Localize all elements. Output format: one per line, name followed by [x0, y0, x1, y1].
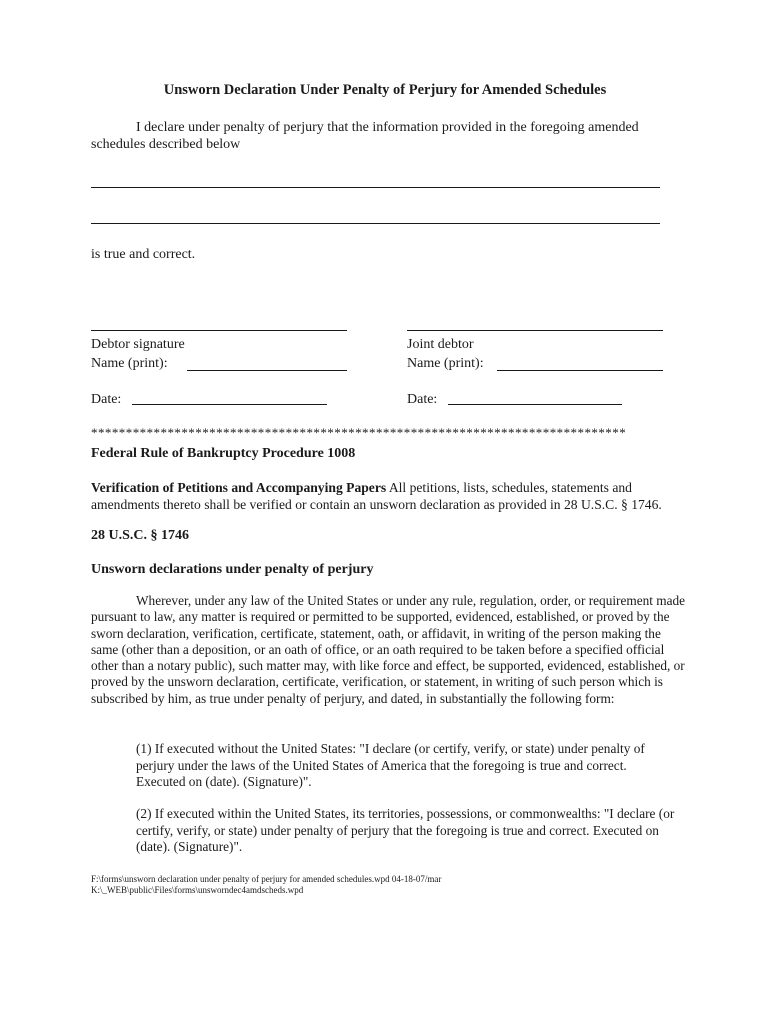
footer-path-1: F:\forms\unsworn declaration under penalty of perjury for amended schedules.wpd 04-18-07/mar — [91, 874, 442, 884]
debtor-date-line[interactable] — [132, 404, 327, 405]
schedule-description-line-1[interactable] — [91, 187, 660, 188]
debtor-name-label: Name (print): — [91, 356, 168, 371]
joint-name-label: Name (print): — [407, 356, 484, 371]
separator-asterisks: ***************************************************************************** — [91, 425, 627, 440]
item-1-paragraph: (1) If executed without the United States: "I declare (or certify, verify, or state) under penalty of perjury under the laws of the United States of America that the foregoing is true and correct. Executed on (date). (Signature)". — [136, 741, 645, 789]
joint-debtor-signature-line[interactable] — [407, 330, 663, 331]
unsworn-heading: Unsworn declarations under penalty of perjury — [91, 562, 374, 577]
joint-name-line[interactable] — [497, 370, 663, 371]
debtor-name-line[interactable] — [187, 370, 347, 371]
debtor-signature-line[interactable] — [91, 330, 347, 331]
true-correct-text: is true and correct. — [91, 247, 196, 262]
footer-path-2: K:\_WEB\public\Files\forms\unsworndec4amdscheds.wpd — [91, 885, 304, 895]
debtor-signature-label: Debtor signature — [91, 337, 185, 352]
schedule-description-line-2[interactable] — [91, 223, 660, 224]
document-title: Unsworn Declaration Under Penalty of Perjury for Amended Schedules — [163, 82, 607, 98]
verification-heading: Verification of Petitions and Accompanying Papers — [91, 480, 387, 495]
usc-heading: 28 U.S.C. § 1746 — [91, 528, 190, 543]
item-2-paragraph: (2) If executed within the United States, its territories, possessions, or commonwealths: "I declare (or certify, verify, or state) under penalty of perjury that the foregoing is true and correct. Executed on (date). (Signature)". — [136, 806, 675, 854]
verification-paragraph — [91, 479, 691, 513]
joint-date-line[interactable] — [448, 404, 622, 405]
debtor-date-label: Date: — [91, 392, 122, 407]
joint-date-label: Date: — [407, 392, 438, 407]
rule-heading: Federal Rule of Bankruptcy Procedure 1008 — [91, 446, 356, 461]
wherever-paragraph: Wherever, under any law of the United States or under any rule, regulation, order, or requirement made pursuant to law, any matter is required or permitted to be supported, evidenced, established, or proved by the sworn declaration, verification, certificate, statement, oath, or affidavit, in writing of the person making the same (other than a deposition, or an oath of office, or an oath required to be taken before a specified official other than a notary public), such matter may, with like force and effect, be supported, evidenced, established, or proved by the unsworn declaration, certificate, verification, or statement, in writing of such person which is subscribed by him, as true under penalty of perjury, and dated, in substantially the following form: — [91, 593, 686, 706]
intro-paragraph: I declare under penalty of perjury that the information provided in the foregoing amended schedules described below — [91, 120, 639, 152]
verification-text: All petitions, lists, schedules, statements and amendments thereto shall be verified or contain an unsworn declaration as provided in 28 U.S.C. § 1746. — [91, 480, 662, 512]
joint-debtor-label: Joint debtor — [407, 337, 474, 352]
